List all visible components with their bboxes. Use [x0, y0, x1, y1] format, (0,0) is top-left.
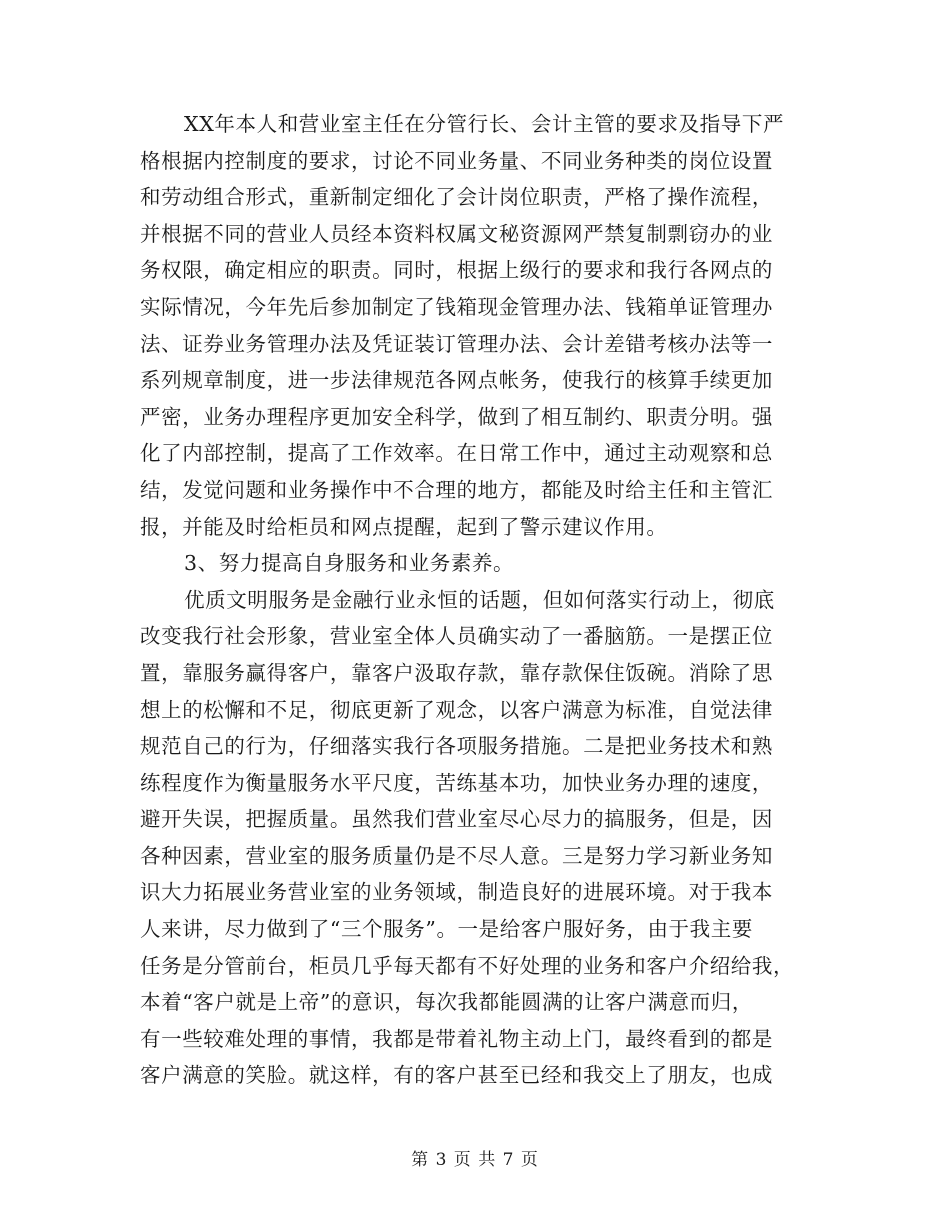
- paragraph-line: 严密，业务办理程序更加安全科学，做到了相互制约、职责分明。强: [140, 404, 773, 429]
- paragraph-line: 改变我行社会形象，营业室全体人员确实动了一番脑筋。一是摆正位: [140, 624, 773, 649]
- paragraph-line: 格根据内控制度的要求，讨论不同业务量、不同业务种类的岗位设置: [140, 148, 773, 173]
- paragraph-line: 各种因素，营业室的服务质量仍是不尽人意。三是努力学习新业务知: [140, 843, 773, 868]
- page-number-footer: 第 3 页 共 7 页: [411, 1150, 539, 1170]
- paragraph-line: 客户满意的笑脸。就这样，有的客户甚至已经和我交上了朋友，也成: [140, 1063, 773, 1088]
- section-heading: 3、努力提高自身服务和业务素养。: [184, 551, 515, 576]
- paragraph-line: 化了内部控制，提高了工作效率。在日常工作中，通过主动观察和总: [140, 441, 773, 466]
- paragraph-line: 实际情况，今年先后参加制定了钱箱现金管理办法、钱箱单证管理办: [140, 294, 773, 319]
- paragraph-line: 报，并能及时给柜员和网点提醒，起到了警示建议作用。: [140, 514, 668, 539]
- document-body: [140, 106, 820, 1094]
- paragraph-line: 置，靠服务赢得客户，靠客户汲取存款，靠存款保住饭碗。消除了思: [140, 660, 773, 685]
- paragraph-line: 务权限，确定相应的职责。同时，根据上级行的要求和我行各网点的: [140, 258, 773, 283]
- paragraph-line: 和劳动组合形式，重新制定细化了会计岗位职责，严格了操作流程，: [140, 185, 773, 210]
- paragraph-line: 法、证券业务管理办法及凭证装订管理办法、会计差错考核办法等一: [140, 331, 773, 356]
- paragraph-line: 结，发觉问题和业务操作中不合理的地方，都能及时给主任和主管汇: [140, 477, 773, 502]
- paragraph-line: XX年本人和营业室主任在分管行长、会计主管的要求及指导下严: [184, 112, 785, 136]
- paragraph-line: 规范自己的行为，仔细落实我行各项服务措施。二是把业务技术和熟: [140, 734, 773, 759]
- paragraph-line: 人来讲，尽力做到了“三个服务”。一是给客户服好务，由于我主要: [140, 917, 753, 942]
- paragraph-line: 本着“客户就是上帝”的意识，每次我都能圆满的让客户满意而归，: [140, 990, 753, 1015]
- paragraph-line: 识大力拓展业务营业室的业务领域，制造良好的进展环境。对于我本: [140, 880, 773, 905]
- paragraph-line: 系列规章制度，进一步法律规范各网点帐务，使我行的核算手续更加: [140, 368, 773, 393]
- paragraph-line: 并根据不同的营业人员经本资料权属文秘资源网严禁复制剽窃办的业: [140, 221, 773, 246]
- paragraph-line: 有一些较难处理的事情，我都是带着礼物主动上门，最终看到的都是: [140, 1026, 773, 1051]
- paragraph-line: 优质文明服务是金融行业永恒的话题，但如何落实行动上，彻底: [184, 587, 775, 612]
- paragraph-line: 练程度作为衡量服务水平尺度，苦练基本功，加快业务办理的速度，: [140, 770, 773, 795]
- paragraph-line: 想上的松懈和不足，彻底更新了观念，以客户满意为标准，自觉法律: [140, 697, 773, 722]
- paragraph-line: 任务是分管前台，柜员几乎每天都有不好处理的业务和客户介绍给我，: [140, 953, 795, 978]
- paragraph-line: 避开失误，把握质量。虽然我们营业室尽心尽力的搞服务，但是，因: [140, 807, 773, 832]
